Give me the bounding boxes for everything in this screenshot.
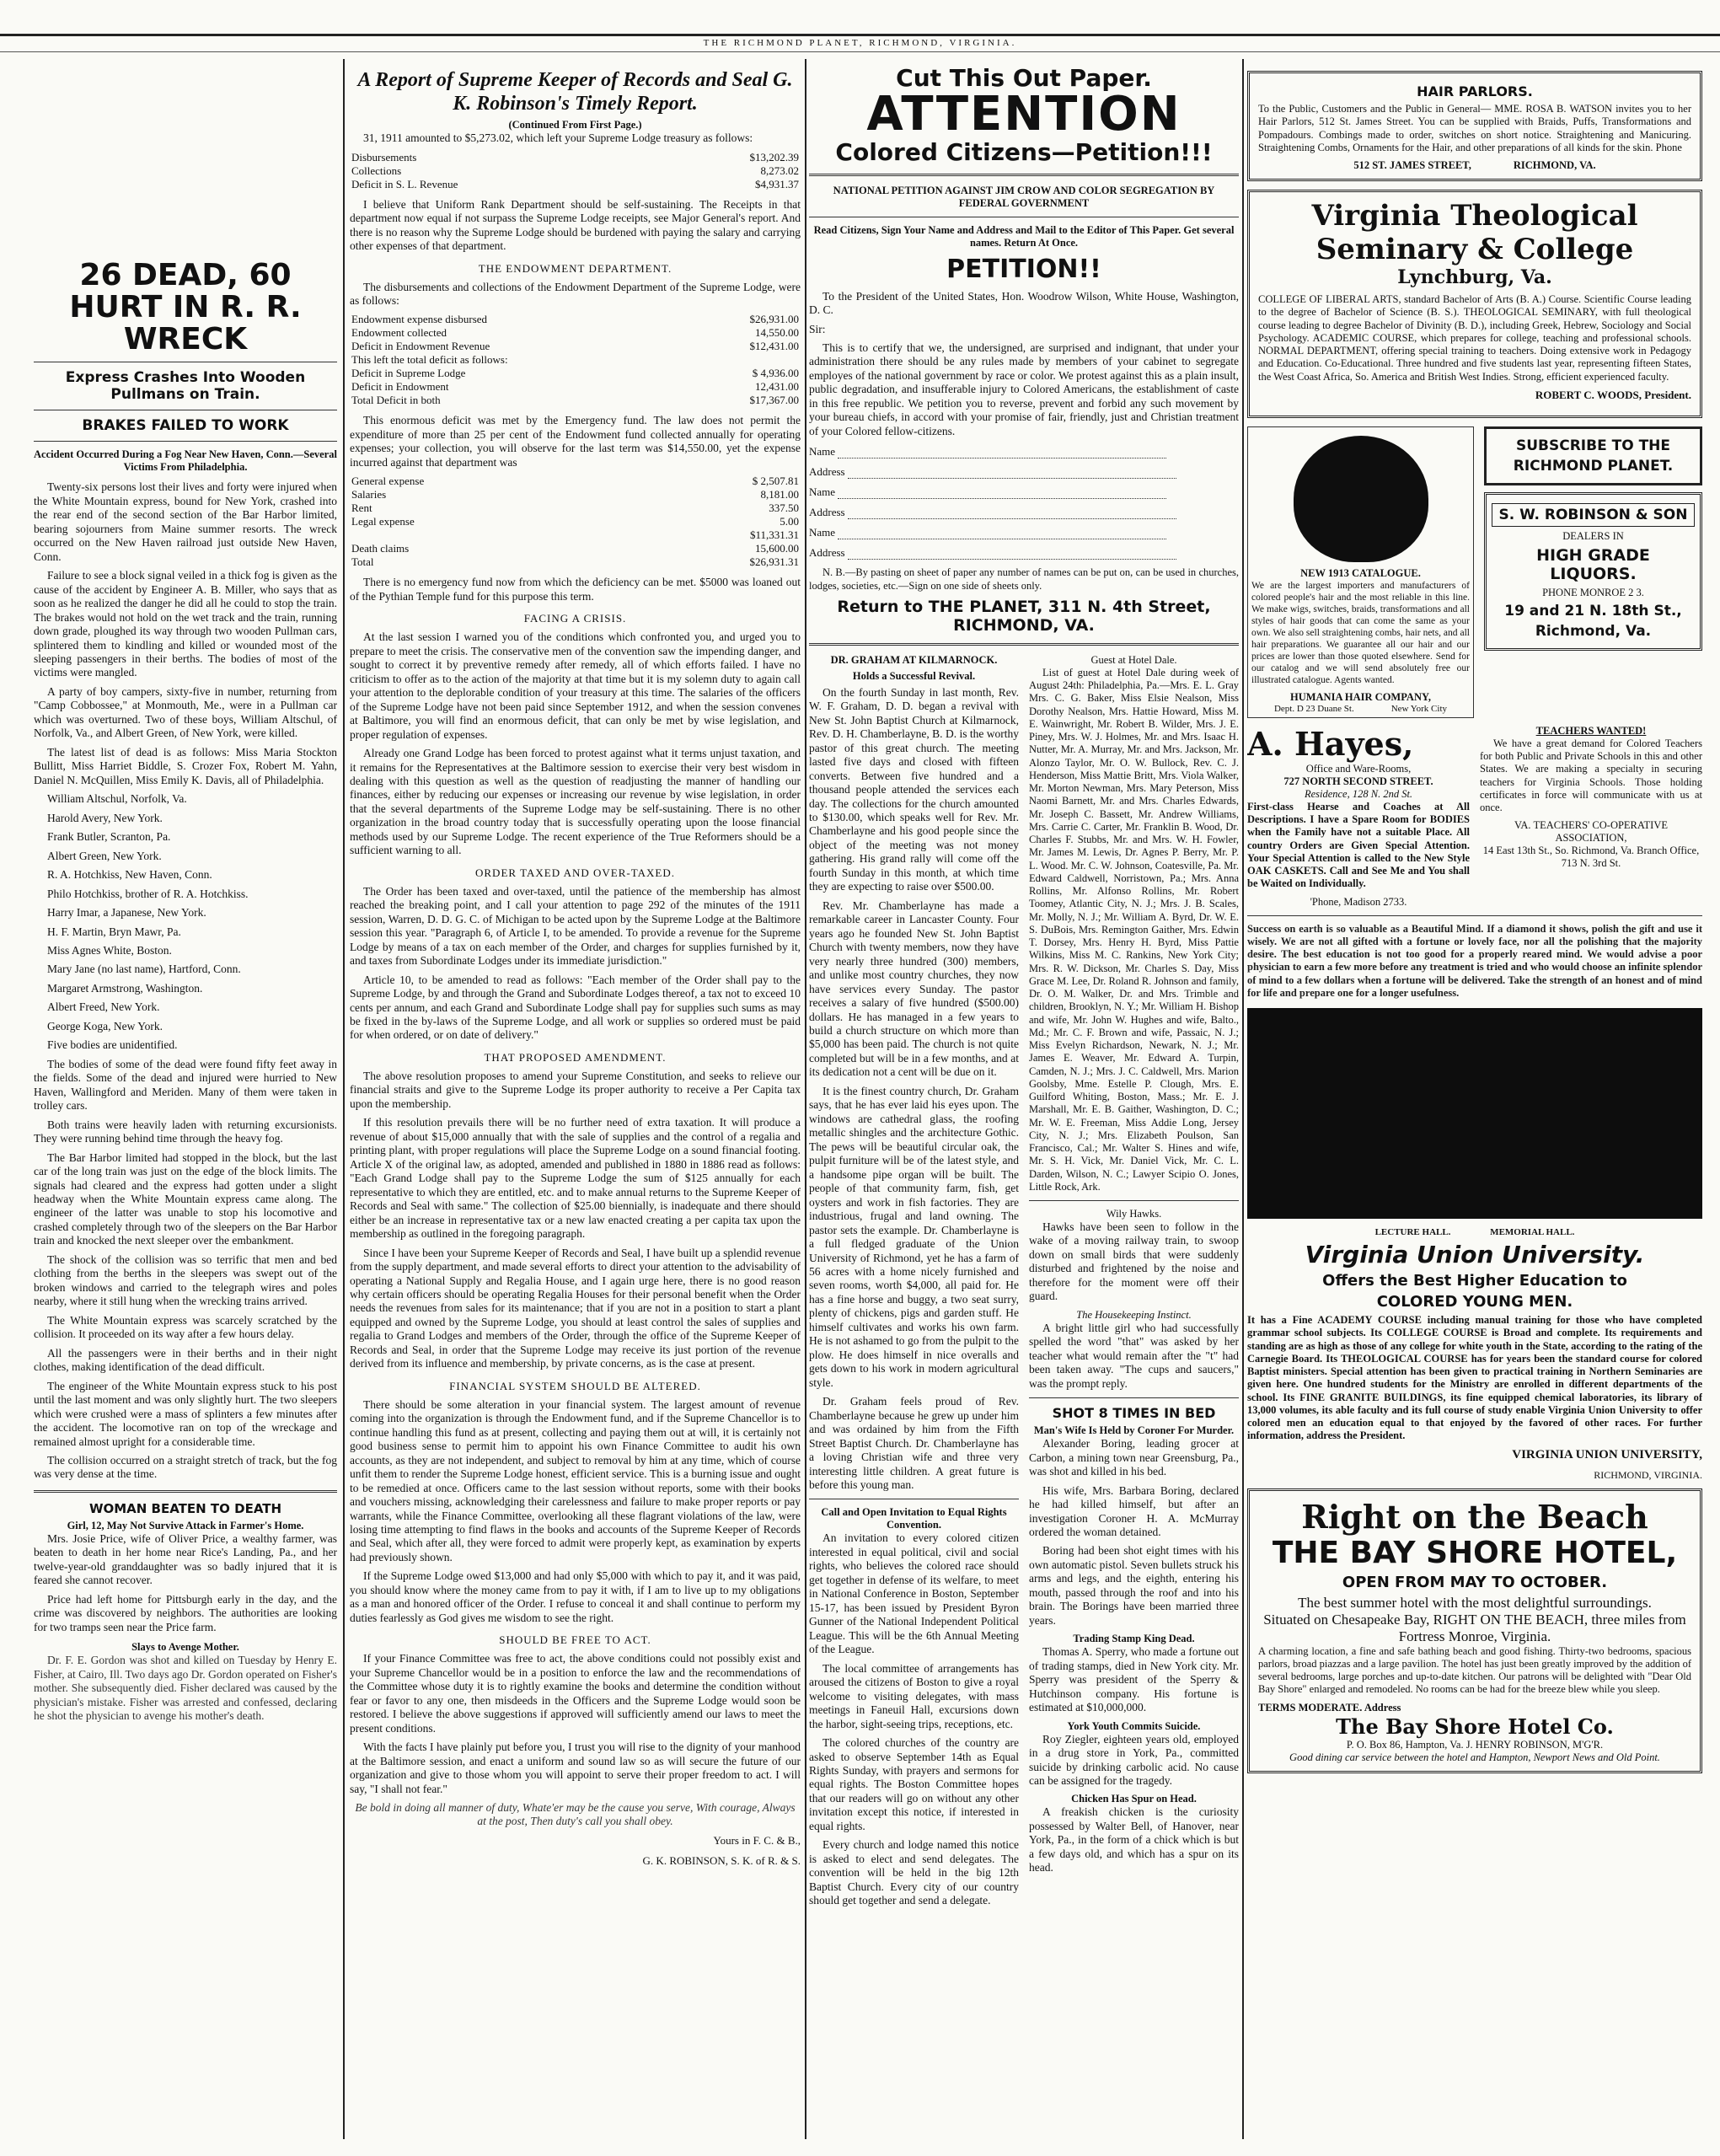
petition-banner: Colored Citizens—Petition!!! <box>835 138 1213 167</box>
paragraph: Failure to see a block signal veiled in a thick fog is given as the cause of the accident by Engineer A. B. Miller, who says that as soon as he realized the danger he did all he could to stop the train. The brakes would not hold on the wet track and the train, running down grade, ploughed its way through two wooden Pullman cars, splintered them to kindling and killed or wounded most of the sleeping passengers in their berths. The bodies of most of the victims were mangled. <box>34 569 337 679</box>
woman-headline: WOMAN BEATEN TO DEATH <box>88 1500 282 1516</box>
ledger-row <box>350 515 801 528</box>
chicken-article: A freakish chicken is the curiosity possessed by Walter Bell, of Hanover, near York, Pa., in the form of a chick which is but a few days old, and which has a spur on its head. <box>1029 1805 1239 1874</box>
woman-subhead: Girl, 12, May Not Survive Attack in Farmer's Home. <box>67 1519 304 1531</box>
seminary-president: ROBERT C. WOODS, President. <box>1535 388 1691 401</box>
paragraph: If this resolution prevails there will be no further need of extra taxation. It will produce a revenue of about $15,000 annually that with the sale of supplies and the control of a regalia and printing plant, with proper regulations will place the Supreme Lodge on a sound financial footing. Article X of the original law, as adopted, amended and published in 1880 in 1886 read as follows: "Each Grand Lodge shall pay to the Supreme Lodge the sum of $125 annually for each representative to which they are entitled, etc. and to make annual returns to the Supreme Keeper of Records and Seal with same." The collection of $25.00 biennially, is inadequate and there should either be an increase in representative tax or a new law enacted creating a per capita tax upon the membership as outlined in the foregoing paragraph. <box>350 1116 801 1241</box>
hotel-title: THE BAY SHORE HOTEL, <box>1272 1535 1678 1570</box>
petition-field-label: Address <box>809 465 848 479</box>
paragraph: Albert Freed, New York. <box>47 1000 160 1014</box>
closing-verse: Be bold in doing all manner of duty, Whate'er may be the cause you serve, With courage, Always at the post, Then duty's call you shall obey. <box>355 1800 796 1828</box>
ledger-amount: $17,367.00 <box>749 394 799 407</box>
ledger-row <box>350 178 801 191</box>
ledger-label: Disbursements <box>351 150 417 164</box>
petition-field-row <box>809 506 1239 519</box>
ledger-endowment <box>350 313 801 407</box>
col3-right <box>1029 654 1239 1913</box>
petition-field-row <box>809 445 1239 459</box>
seminary-title-2: Seminary & College <box>1315 233 1634 266</box>
ledger-row <box>350 353 801 367</box>
ledger-row <box>350 528 801 542</box>
section-heading: THE ENDOWMENT DEPARTMENT. <box>478 261 672 275</box>
hayes-phone: 'Phone, Madison 2733. <box>1310 895 1407 908</box>
paragraph: The engineer of the White Mountain express stuck to his post until the last moment and was only slightly hurt. The two sleepers which were crushed were a mass of splinters a few minutes after the accident. The locomotive ran on top of the wreckage and remained almost upright for a considerable time. <box>34 1379 337 1448</box>
seminary-ad <box>1247 190 1702 418</box>
hotel-line-1: The best summer hotel with the most delightful surroundings. <box>1298 1594 1652 1611</box>
petition-field-label: Name <box>809 445 839 459</box>
ledger-label: Total <box>351 555 374 569</box>
york-headline: York Youth Commits Suicide. <box>1067 1719 1201 1732</box>
report-para: The disbursements and collections of the Endowment Department of the Supreme Lodge, were as follows: <box>350 280 801 307</box>
section-heading: THAT PROPOSED AMENDMENT. <box>484 1050 667 1064</box>
paragraph: All the passengers were in their berths and in their night clothes, making identification of the dead difficult. <box>34 1346 337 1374</box>
graham-headline: DR. GRAHAM AT KILMARNOCK. <box>830 653 998 666</box>
paragraph: An invitation to every colored citizen interested in equal political, civil and social rights, who believes the colored race should get together in defense of its welfare, to meet in National Conference in Boston, September 15-17, has been issued by President Byron Gunner of the National Independent Political League. This will be the 6th Annual Meeting of the League. <box>809 1531 1019 1656</box>
paragraph: If the Supreme Lodge owed $13,000 and had only $5,000 with which to pay it, and it was paid, you should know where the money came from to pay it with, if I am to live up to my obligations as a man and honored officer of the Order. I refuse to conceal it and shall continue to perform my duties fearlessly as God gives me wisdom to see the right. <box>350 1569 801 1624</box>
ledger-label <box>350 528 616 542</box>
report-para: This enormous deficit was met by the Emergency fund. The law does not permit the expenditure of more than 25 per cent of the Endowment fund collected annually for operating expenses; your collection, you will observe for the last term was $14,550.00, yet the expense incurred against that department was <box>350 414 801 469</box>
wreck-summary: Accident Occurred During a Fog Near New Haven, Conn.—Several Victims From Philadelphia. <box>34 448 337 474</box>
ledger-amount: $11,331.31 <box>749 528 799 542</box>
robinson-dealers: DEALERS IN <box>1562 529 1624 542</box>
guest-headline: Guest at Hotel Dale. <box>1090 653 1177 666</box>
paragraph: Harry Imar, a Japanese, New York. <box>47 906 206 920</box>
humania-company: HUMANIA HAIR COMPANY, <box>1289 690 1431 703</box>
paragraph: Harold Avery, New York. <box>47 811 163 824</box>
column-rule <box>1242 59 1244 2139</box>
ledger-row <box>350 367 801 380</box>
robinson-ad <box>1484 492 1702 651</box>
paragraph: A party of boy campers, sixty-five in number, returning from "Camp Cobbossee," at Monmouth, Me., were in a Pullman car which was overturned. Two of these boys, William Altschul, of Norfolk, Va., and Albert Green, of New York, were killed. <box>34 684 337 740</box>
petition-return: Return to THE PLANET, 311 N. 4th Street, RICHMOND, VA. <box>837 597 1211 635</box>
vuu-text: It has a Fine ACADEMY COURSE including manual training for those who have completed grammar school subjects. Its COLLEGE COURSE is Broad and complete. Its requirements and standing are as high as those of any college for white youth in the State, according to the rating of the Carnegie Board. Its THEOLOGICAL COURSE has for years been the standard course for colored Baptist ministers. Special attention has been given to practical training in Northern Seminaries are given here. One hundred students for the Ministry are enrolled in different departments of the school. Its FINE GRANITE BUILDINGS, its fine equipped chemical laboratories, its library of 13,000 volumes, its able faculty and its full course of study enable Virginia Union University to offer colored men an education equal to that enjoyed by the favored of other races. For further information, address the President. <box>1247 1314 1702 1442</box>
ledger-label: Rent <box>351 501 372 515</box>
petition-field-label: Address <box>809 506 848 519</box>
paragraph: Mary Jane (no last name), Hartford, Conn. <box>47 963 241 976</box>
humania-catalog: NEW 1913 CATALOGUE. <box>1300 566 1421 579</box>
paragraph: Both trains were heavily laden with returning excursionists. They were running behind time through the heavy fog. <box>34 1118 337 1145</box>
paragraph: If your Finance Committee was free to act, the above conditions could not possibly exist and your Supreme Chancellor would be in a position to enforce the law and the recommendations of the Committee whose duty it is to rightly examine the books and determine the condition without fear or favor to any one, then misdeeds in the Officers and the Supreme Lodge would soon be restored. I believe the above suggestions if approved will sufficiently amend our laws to meet the present conditions. <box>350 1652 801 1735</box>
paragraph: The Bar Harbor limited had stopped in the block, but the last car of the long train was just on the edge of the block limits. The signals had cleared and the express had gotten under a slight headway when the White Mountain express came along. The engineer of the latter was unable to stop his locomotive and crashed completely through two of the sleepers on the Bar Harbor train and knocked the next sleeper over the embankment. <box>34 1150 337 1247</box>
section-heading: FACING A CRISIS. <box>523 612 627 625</box>
paragraph: The bodies of some of the dead were found fifty feet away in the fields. Some of the dead and injured were hurried to New Haven, Wallingford and Meriden. Many of them were taken in trolley cars. <box>34 1057 337 1113</box>
wreck-subhead: Express Crashes Into Wooden Pullmans on Train. <box>65 369 306 404</box>
paragraph: The local committee of arrangements has aroused the citizens of Boston to give a royal welcome to visiting delegates, with mass meetings in Faneuil Hall, excursions down the harbor, sight-seeing trips, receptions, etc. <box>809 1661 1019 1730</box>
petition-field-label: Name <box>809 485 839 499</box>
wreck-headline: 26 DEAD, 60 HURT IN R. R. WRECK <box>69 258 302 357</box>
petition-field-row <box>809 465 1239 479</box>
vuu-signature: VIRGINIA UNION UNIVERSITY, <box>1512 1447 1702 1461</box>
graham-subhead: Holds a Successful Revival. <box>852 669 976 682</box>
ledger-label: Legal expense <box>351 515 415 528</box>
photo-caption: LECTURE HALL. MEMORIAL HALL. <box>1374 1227 1575 1238</box>
teachers-ad <box>1480 725 1702 909</box>
petition-field-label: Name <box>809 526 839 539</box>
paragraph: Albert Green, New York. <box>47 849 162 862</box>
paragraph: Philo Hotchkiss, brother of R. A. Hotchkiss. <box>47 887 249 900</box>
ledger-row <box>350 380 801 394</box>
robinson-goods: HIGH GRADE LIQUORS. <box>1536 545 1650 583</box>
paragraph: Alexander Boring, leading grocer at Carbon, a mining town near Greensburg, Pa., was shot and killed in his bed. <box>1029 1437 1239 1478</box>
ledger-amount: 12,431.00 <box>755 380 799 394</box>
ledger-amount: $ 2,507.81 <box>752 475 799 488</box>
ledger-expenses <box>350 475 801 569</box>
paragraph: His wife, Mrs. Barbara Boring, declared he had killed himself, but after an investigation Coroner H. A. McMurray ordered the woman detained. <box>1029 1483 1239 1538</box>
paragraph: Five bodies are unidentified. <box>47 1038 178 1052</box>
report-intro: 31, 1911 amounted to $5,273.02, which left your Supreme Lodge treasury as follows: <box>363 131 753 145</box>
paragraph: George Koga, New York. <box>47 1019 163 1032</box>
ledger-label: Total Deficit in both <box>351 394 441 407</box>
masthead: THE RICHMOND PLANET, RICHMOND, VIRGINIA. <box>703 38 1017 48</box>
ledger-row <box>350 164 801 178</box>
ledger-row <box>350 340 801 353</box>
paragraph: Boring had been shot eight times with his own automatic pistol. Seven bullets struck his arms and legs, and the eighth, entering his mouth, passed through the roof and into his brain. The Borings have been married three years. <box>1029 1544 1239 1627</box>
house-headline: The Housekeeping Instinct. <box>1076 1308 1192 1321</box>
shot-headline: SHOT 8 TIMES IN BED <box>1052 1405 1216 1422</box>
paragraph: Every church and lodge named this notice is asked to elect and send delegates. The convention will be held in the big 12th Baptist Church. Every city of our country should get together and send a delegate. <box>809 1838 1019 1907</box>
campus-photo <box>1247 1008 1702 1219</box>
ledger-row <box>350 326 801 340</box>
ledger-row <box>350 542 801 555</box>
ledger-label: This left the total deficit as follows: <box>351 353 508 367</box>
teachers-heading: TEACHERS WANTED! <box>1535 724 1647 737</box>
paragraph: Twenty-six persons lost their lives and forty were injured when the White Mountain express, bound for New York, crashed into the rear end of the second section of the Bar Harbor limited, bearing sojourners from Maine summer resorts. The wreck occurred on the New Haven railroad just outside New Haven, Conn. <box>34 480 337 563</box>
hair-parlors-ad <box>1247 71 1702 181</box>
signature-name: G. K. ROBINSON, S. K. of R. & S. <box>642 1853 801 1867</box>
hotel-company: The Bay Shore Hotel Co. <box>1336 1714 1614 1739</box>
humania-ad <box>1247 426 1474 718</box>
robinson-name: S. W. ROBINSON & SON <box>1492 503 1695 527</box>
petition-field-label: Address <box>809 546 848 560</box>
hayes-residence: Residence, 128 N. 2nd St. <box>1304 787 1413 800</box>
hotel-open: OPEN FROM MAY TO OCTOBER. <box>1342 1573 1608 1591</box>
ad-split-2 <box>1247 725 1702 909</box>
paragraph: Price had left home for Pittsburgh early in the day, and the crime was discovered by neighbors. The authorities are looking for two tramps seen near the Price farm. <box>34 1592 337 1633</box>
paragraph: At the last session I warned you of the conditions which confronted you, and urged you to prepare to meet the crisis. The conservative men of the convention saw the impending danger, and sought to correct it by preventive remedy after remedy, all of which efforts failed. I have no criticism to offer as to the action of the majority at that time but it is my solemn duty to again call your attention to the deplorable condition of your treasury at this time. The salaries of the officers of the Supreme Lodge have not been paid since September 1912, and when the session convenes at Baltimore, you will find an enormous deficit, that can only be met by wise legislation, and proper regulation of expenses. <box>350 630 801 741</box>
hayes-address: 727 NORTH SECOND STREET. <box>1283 775 1433 787</box>
petition-field-row <box>809 485 1239 499</box>
ledger-row <box>350 488 801 501</box>
paragraph: R. A. Hotchkiss, New Haven, Conn. <box>47 868 212 882</box>
column-2 <box>350 66 801 2139</box>
convention-article <box>809 1531 1019 1907</box>
ledger-amount: $26,931.00 <box>749 313 799 326</box>
ledger-label: Deficit in Supreme Lodge <box>351 367 466 380</box>
ledger-label: Deficit in S. L. Revenue <box>351 177 458 190</box>
masthead-rule <box>0 34 1720 52</box>
col3-split <box>809 654 1239 1913</box>
column-rule <box>805 59 806 2139</box>
humania-address: Dept. D 23 Duane St. New York City <box>1273 703 1448 714</box>
robinson-city: Richmond, Va. <box>1535 622 1652 640</box>
ledger-row <box>350 501 801 515</box>
petition-field-line[interactable] <box>848 549 1176 560</box>
ledger-amount: $4,931.37 <box>755 177 799 190</box>
hotel-line-2: Situated on Chesapeake Bay, RIGHT ON THE BEACH, three miles from Fortress Monroe, Virginia. <box>1263 1611 1686 1644</box>
convention-headline: Call and Open Invitation to Equal Rights Convention. <box>821 1506 1007 1531</box>
column-3 <box>809 66 1239 2139</box>
guest-list: List of guest at Hotel Dale during week of August 24th: Philadelphia, Pa.—Mrs. E. L. Gray Mrs. C. G. Baker, Miss Elsie Nealson, Miss Dorothy Nealson, Mrs. Hattie Howard, Miss M. E. Wainwright, Mr. Robert B. Wilder, Mrs. J. E. Piney, Mrs. W. J. Holmes, Mr. and Mrs. Isaac H. Nutter, Mr. A. Murray, Mr. and Mrs. Jackson, Mr. Alonzo Taylor, Mr. O. W. Bullock, Rev. C. J. Henderson, Miss Mattie Britt, Mrs. Viola Walker, Mr. Morton Newman, Mrs. Mary Peterson, Miss Naomi Barnett, Mr. and Mrs. Charles Edwards, Mr. Joseph C. Bassett, Mr. Andrew Williams, Mrs. Carrie C. Carter, Mr. Franklin B. Wood, Dr. Charles F. Stubbs, Mr. and Mrs. W. H. Fowler, Mr. James M. Lewis, Dr. Agnes P. Berry, Mr. P. L. Wood. Mr. C. W. Johnson, Coatesville, Pa. Mr. Edward Caldwell, Norristown, Pa.; Mrs. Anna Rollins, Mr. Alfonso Rollins, Mr. Robert Toomey, Atlantic City, N. J.; Mrs. J. B. Scales, Mr. Molly, N. J.; Mr. William A. Byrd, Dr. W. E. S. DuBois, Mrs. Remington Gaither, Mrs. Edwin T. Dorsey, Mrs. Henry H. Byrd, Miss Pattie Wilkins, Miss M. C. Rankins, New York City; Mrs. R. W. Dickson, Mr. Charles S. Day, Miss Grace M. Lee, Dr. Roland R. Johnson and family, Dr. O. M. Walker, Dr. and Mrs. Trimble and children, Brooklyn, N. Y.; Mr. William H. Bishop and wife, Mr. John W. Hughes and wife, Balto., Md.; Mr. C. F. Brown and wife, Passaic, N. J.; Miss Evelyn Richardson, Newark, N. J.; Mr. James E. Weaver, Mr. Edward A. Turpin, Camden, N. J.; Mrs. J. C. Caldwell, Mrs. Marion Goolsby, Mme. Estelle P. Clough, Mrs. E. Guilford Whiting, Boston, Mass.; Mr. E. J. Marshall, Mr. E. B. Gaither, Washington, D. C.; Mr. W. E. Freeman, Miss Addie Long, Jersey City, N. J.; Mrs. Elizabeth Poulson, San Francisco, Cal.; Mr. Walter S. Hines and wife, Mr. S. H. Vick, Mr. Daniel Vick, Mr. C. L. Darden, Wilson, N. C.; Lawyer Scipio O. Jones, Little Rock, Ark. <box>1029 666 1239 1193</box>
right-ads <box>1484 426 1702 718</box>
hotel-text: A charming location, a fine and safe bathing beach and good fishing. Thirty-two bedrooms, spacious parlors, broad piazzas and a large pavilion. The hotel has just been greatly improved by the addition of several bedrooms, large porches and up-to-date kitchen. Our patrons will be delighted with "Dear Old Bay Shore" enlarged and remodeled. No rooms can be had for the breeze blew while you sleep. <box>1258 1644 1691 1696</box>
paragraph: Dr. Graham feels proud of Rev. Chamberlayne because he grew up under him and was ordained by him from the Fifth Street Baptist Church. Dr. Chamberlayne has a loving Christian wife and three very interesting little children. A great future is before this young man. <box>809 1395 1019 1492</box>
paragraph: There should be some alteration in your financial system. The largest amount of revenue coming into the organization is through the Endowment fund, and if the Supreme Chancellor is to continue handling this fund as at present, collecting and paying them out at will, it is certainly not good business sense to permit him to appoint his own Finance Committee to audit his own accounts, as they are not independent, and subject to removal by him at any time, which of course unfit them to render the Supreme Lodge honest, efficient service. This is a burning issue and ought to be remedied at once. Officers came to the last session without reports, some with their books and vouchers missing, acknowledging their carelessness and failure to make proper reports or pay warrants, while the Finance Committee, overlooking all these flagrant violations of the law, were losing time attempting to find flaws in the books and accounts of the Supreme Keeper of Records and Seal, which after all, they were forced to admit were properly kept, as examination by experts had previously shown. <box>350 1397 801 1563</box>
chicken-headline: Chicken Has Spur on Head. <box>1071 1793 1197 1805</box>
ledger-label: General expense <box>351 475 425 488</box>
paragraph: Already one Grand Lodge has been forced to protest against what it terms unjust taxation, and it remains for the Representatives at the Baltimore session to exercise their very best wisdom in dealing with this question as well as the question of readjusting the manner of handling our finances, either by reducing our expenses or increasing our revenue by wise legislation, in order that the several departments of the Supreme Lodge may be self-sustaining. There is no other organization in the broad country today that is successfully operating upon the loose financial methods used by our Supreme Lodge. The recent experience of the True Reformers should be a sufficient warning to all. <box>350 747 801 857</box>
hair-heading: HAIR PARLORS. <box>1417 83 1533 99</box>
paragraph: Since I have been your Supreme Keeper of Records and Seal, I have built up a splendid revenue from the supply department, and made several efforts to direct your attention to the advisability of operating a National Supply and Regalia House, and I again urge here, there is no good reason why certain officers should be operating Regalia Houses for their personal benefit when the Order needs the revenues from sales for its maintenance; that if you are not in a position to start a plant equipped and owned by the Supreme Lodge, you should at least control the sales of supplies and regalia to Grand Lodges and members of the Order, through the office of the Supreme Keeper of Records and Seal, in order that the Supreme Lodge may receive its just portion of the revenue derived from its influence and membership, by private concerns, as is the case at present. <box>350 1246 801 1370</box>
petition-instructions: Read Citizens, Sign Your Name and Address and Mail to the Editor of This Paper. Get several names. Return At Once. <box>813 223 1235 249</box>
report-para: There is no emergency fund now from which the deficiency can be met. $5000 was loaned out of the Pythian Temple fund for this purpose this term. <box>350 576 801 603</box>
ledger-row <box>350 555 801 569</box>
ledger-amount: 5.00 <box>780 515 799 528</box>
hotel-terms: TERMS MODERATE. Address <box>1258 1701 1401 1714</box>
column-4 <box>1247 66 1702 2139</box>
york-article: Roy Ziegler, eighteen years old, employed in a drug store in York, Pa., committed suicide by drinking carbolic acid. No cause can be assigned for the tragedy. <box>1029 1732 1239 1788</box>
ledger-label: Death claims <box>351 542 410 555</box>
stamp-article: Thomas A. Sperry, who made a fortune out of trading stamps, died in New York city. Mr. Sperry was president of the Sperry & Hutchinson company. His fortune is estimated at $10,000,000. <box>1029 1645 1239 1714</box>
petition-field-row <box>809 546 1239 560</box>
petition-subhead: NATIONAL PETITION AGAINST JIM CROW AND COLOR SEGREGATION BY FEDERAL GOVERNMENT <box>833 184 1215 209</box>
paragraph: The colored churches of the country are asked to observe September 14th as Equal Rights Sunday, with prayers and sermons for equal rights. The Boston Committee hopes that our readers will go on without any other invitation except this notice, if interested in equal rights. <box>809 1736 1019 1832</box>
avenge-headline: Slays to Avenge Mother. <box>131 1641 239 1654</box>
paragraph: The White Mountain express was scarcely scratched by the collision. It proceeded on its way after a few hours delay. <box>34 1313 337 1341</box>
section-heading: SHOULD BE FREE TO ACT. <box>499 1633 651 1647</box>
stamp-headline: Trading Stamp King Dead. <box>1073 1633 1195 1645</box>
wreck-subhead-2: BRAKES FAILED TO WORK <box>82 417 289 435</box>
signature-line: Yours in F. C. & B., <box>713 1833 801 1847</box>
paragraph: Article 10, to be amended to read as follows: "Each member of the Order shall pay to the Supreme Lodge, by and through the Grand and Subordinate Lodges thereof, a tax not to exceed 10 cents per annum, and each Grand and Subordinate Lodge shall pay for supplies such sums as may be fixed in the by-laws of the Supreme Lodge, and all work or supplies so ordered must be paid for when ordered, or on date of delivery." <box>350 973 801 1042</box>
petition-field-line[interactable] <box>848 468 1176 479</box>
teachers-text: We have a great demand for Colored Teachers for both Public and Private Schools in this and other States. We are making a specialty in securing teachers for Virginia Schools. Those holding certificates in force will communicate with us at once. <box>1480 737 1702 814</box>
cutout-heading: Cut This Out Paper. <box>896 66 1152 92</box>
ledger-label: Deficit in Endowment <box>351 380 449 394</box>
hayes-ad <box>1247 725 1470 909</box>
ad-split <box>1247 426 1702 718</box>
paragraph: It is the finest country church, Dr. Graham says, that he has ever laid his eyes upon. The windows are cathedral glass, the roofing metallic shingles and the architecture Gothic. The pews will be beautiful circular oak, the pulpit furniture will be of the latest style, and a handsome pipe organ will be built. The people of that community farm, fish, get oysters and work in fish factories. They are industrious, frugal and land owning. The pastor sets the example. Dr. Chamberlayne is a full fledged graduate of the Union University of Richmond, yet he has a farm of 56 acres with a home nicely furnished and seven rooms, worth $4,000, all paid for. He has a fine horse and buggy, a two seat surry, plenty of chickens, pigs and garden stuff. He himself cultivates and works his own farm. He is not ashamed to go from the pulpit to the plow. He does himself in nice overalls and gets down to his work in modern agricultural style. <box>809 1084 1019 1389</box>
ledger-amount: 8,273.02 <box>760 164 799 177</box>
petition-salutation: Sir: <box>809 322 826 335</box>
petition-fields <box>809 445 1239 560</box>
paragraph: The Order has been taxed and over-taxed, until the patience of the membership has almost reached the breaking point, and I call your attention to page 292 of the minutes of the 1911 session, Warren, D. D. G. C. of Michigan to be acted upon by the Supreme Lodge at the Baltimore session this year. "Paragraph 6, of Article I, to be amended. To provide a revenue for the Supreme Lodge by means of a tax on each member of the Order, and charges for supplies furnished by it, and taxes from Subordinate Lodges under its immediate jurisdiction." <box>350 884 801 968</box>
ledger-amount: $26,931.31 <box>749 555 799 569</box>
report-headline: A Report of Supreme Keeper of Records and Seal G. K. Robinson's Timely Report. <box>357 69 793 115</box>
paragraph: With the facts I have plainly put before you, I trust you will rise to the dignity of your manhood at the Baltimore session, and enact a uniform and sound law so as will secure the future of our organization and give to those whom you will appoint to serve their proper freedom to act. I will say, "I shall not fear." <box>350 1740 801 1795</box>
petition-field-line[interactable] <box>838 528 1166 539</box>
petition-note: N. B.—By pasting on sheet of paper any number of names can be put on, can be used in churches, lodges, societies, etc.—Sign on one side of sheets only. <box>809 566 1239 592</box>
paragraph: The above resolution proposes to amend your Supreme Constitution, and seeks to relieve our financial straits and give to the Supreme Lodge its proper authority to receive a Per Capita tax upon the membership. <box>350 1069 801 1110</box>
ledger-amount: 8,181.00 <box>760 488 799 501</box>
beach-title: Right on the Beach <box>1301 1497 1648 1536</box>
teachers-address: 14 East 13th St., So. Richmond, Va. Branch Office, 713 N. 3rd St. <box>1482 845 1700 870</box>
wily-headline: Wily Hawks. <box>1106 1208 1162 1220</box>
paragraph: Mrs. Josie Price, wife of Oliver Price, a wealthy farmer, was beaten to death in her home near Rice's Landing, Pa., and her twelve-year-old granddaughter was so badly injured that it is feared she cannot recover. <box>34 1531 337 1587</box>
paragraph: The shock of the collision was so terrific that men and bed clothing from the berths in the sleepers was swept out of the broken windows and carried to the telegraph wires and poles nearby, where it still hung when the wrecking trains arrived. <box>34 1252 337 1308</box>
petition-field-line[interactable] <box>838 488 1166 499</box>
ledger-amount: $ 4,936.00 <box>752 367 799 380</box>
vuu-subtitle-2: COLORED YOUNG MEN. <box>1376 1293 1573 1311</box>
ledger-row <box>350 151 801 164</box>
teachers-org: VA. TEACHERS' CO-OPERATIVE ASSOCIATION, <box>1514 819 1668 845</box>
ledger-amount: $12,431.00 <box>749 340 799 353</box>
notice-text: Success on earth is so valuable as a Beautiful Mind. If a diamond it shows, polish the gift and use it wisely. We are not all gifted with a fortune or lovely face, nor all the polishing that the majority desire. The best education is not too good for a properly reared mind. We would advise a poor physician to earn a few more before any treatment is tried and who would choose an infinite splendor of mind to a few dollars when a fortune will be delivered. Take the strength of an honest and of mind for life and prepare one for a longer usefulness. <box>1247 922 1702 999</box>
col3-left <box>809 654 1019 1913</box>
paragraph: The collision occurred on a straight stretch of track, but the fog was very dense at the time. <box>34 1453 337 1481</box>
house-article: A bright little girl who had successfully spelled the word "that" was asked by her teacher what would remain after the "t" had been taken away. "The cups and saucers," was the prompt reply. <box>1029 1321 1239 1390</box>
wreck-article <box>34 480 337 1482</box>
shot-subhead: Man's Wife Is Held by Coroner For Murder. <box>1033 1424 1235 1437</box>
column-rule <box>343 59 345 2139</box>
ledger-amount: $13,202.39 <box>749 150 799 164</box>
humania-text: We are the largest importers and manufacturers of colored people's hair and the most reliable in this line. We make wigs, switches, braids, transformations and all styles of hair goods that can come the same as your own. We also sell straightening combs, hair nets, and all hair preparations. We guarantee all our hair and our prices are lower than those quoted elsewhere. Send for our catalog and we will send absolutely free our illustrated catalogue. Agents wanted. <box>1251 580 1470 685</box>
ledger-revenue <box>350 151 801 191</box>
robinson-phone: PHONE MONROE 2 3. <box>1542 586 1644 598</box>
ledger-row <box>350 313 801 326</box>
petition-field-line[interactable] <box>848 508 1176 519</box>
avenge-article: Dr. F. E. Gordon was shot and killed on Tuesday by Henry E. Fisher, at Cairo, Ill. Two days ago Dr. Gordon operated on Fisher's mother. She subsequently died. Fisher declared was caused by the physician's mistake. Fisher was arrested and confessed, declaring he shot the physician to avenge his mother's death. <box>34 1654 337 1723</box>
hotel-address: P. O. Box 86, Hampton, Va. J. HENRY ROBINSON, M'G'R. <box>1346 1738 1604 1751</box>
paragraph: Rev. Mr. Chamberlayne has made a remarkable career in Lancaster County. Four years ago he founded New St. John Baptist Church with twenty members, now they have very nearly three hundred (300) members, and unlike most country churches, they now have services every Sunday. The pastor receives a salary of five hundred ($500.00) dollars. He has managed in a few years to build a church structure on which more than $5,000 has been paid. The church is not quite completed but will be in a few months, and at its dedication not a cent will be due on it. <box>809 898 1019 1079</box>
shot-article <box>1029 1437 1239 1628</box>
ledger-amount <box>689 353 801 367</box>
paragraph: H. F. Martin, Bryn Mawr, Pa. <box>47 925 181 938</box>
petition-field-row <box>809 526 1239 539</box>
report-para: I believe that Uniform Rank Department should be self-sustaining. The Receipts in that department now equal if not surpass the Supreme Lodge receipts, see Major General's report. And there is no reason why the Supreme Lodge should be burdened with paying the salary and carrying other expenses of that department. <box>350 197 801 253</box>
section-heading: ORDER TAXED AND OVER-TAXED. <box>475 866 675 879</box>
wily-article: Hawks have been seen to follow in the wake of a moving railway train, to swoop down on small birds that were suddenly disturbed and frightened by the noise and therefore for the moment were off their guard. <box>1029 1220 1239 1303</box>
ledger-amount: 337.50 <box>769 501 799 515</box>
hotel-footer: Good dining car service between the hotel and Hampton, Newport News and Old Point. <box>1289 1751 1660 1763</box>
ledger-label: Salaries <box>351 488 387 501</box>
attention-heading: ATTENTION <box>866 87 1181 142</box>
hair-address: 512 ST. JAMES STREET, RICHMOND, VA. <box>1353 159 1596 171</box>
petition-addressee: To the President of the United States, Hon. Woodrow Wilson, White House, Washington, D. C. <box>809 289 1239 317</box>
seminary-title: Virginia Theological <box>1311 199 1638 233</box>
seminary-text: COLLEGE OF LIBERAL ARTS, standard Bachelor of Arts (B. A.) Course. Scientific Course leading to the degree of Bachelor of Science (B. S.). THEOLOGICAL SEMINARY, with full theological course leading to degree Bachelor of Divinity (B. D.), including Greek, Hebrew, Sociology and Social Psychology. ACADEMIC COURSE, which prepares for college, teaching and professional schools. NORMAL DEPARTMENT, offering special training to teachers. Doing extensive work in Pedagogy and Education. Co-Educational. Three hundred and five students last year, representing fifteen States, the West Coast Africa, So. America and British West Indies. Strong, efficient experienced faculty. <box>1258 293 1691 383</box>
ledger-label: Collections <box>351 164 402 177</box>
robinson-address: 19 and 21 N. 18th St., <box>1504 602 1682 619</box>
hayes-office: Office and Ware-Rooms, <box>1305 762 1412 775</box>
ledger-row <box>350 394 801 407</box>
paragraph: Miss Agnes White, Boston. <box>47 943 172 957</box>
ledger-label: Deficit in Endowment Revenue <box>351 340 490 353</box>
vuu-signature-2: RICHMOND, VIRGINIA. <box>1594 1468 1702 1481</box>
woman-article <box>34 1532 337 1634</box>
hair-text: To the Public, Customers and the Public in General— MME. ROSA B. WATSON invites you to her Hair Parlors, 512 St. James Street. You can be supplied with Braids, Puffs, Transformations and Pompadours. Combings made to order, switches on short notice. Straightening and Manicuring. Straightening Combs, Ornaments for the Hair, and other preparations of all kinds for the skin. Phone <box>1258 103 1691 153</box>
paragraph: William Altschul, Norfolk, Va. <box>47 792 187 806</box>
graham-article <box>809 686 1019 1493</box>
subscribe-line-1: SUBSCRIBE TO THE <box>1515 437 1671 454</box>
petition-title: PETITION!! <box>946 255 1101 285</box>
ledger-label: Endowment collected <box>351 326 447 340</box>
ledger-row <box>350 475 801 488</box>
paragraph: Frank Butler, Scranton, Pa. <box>47 830 171 844</box>
subscribe-line-2: RICHMOND PLANET. <box>1513 457 1674 475</box>
ledger-amount: 15,600.00 <box>755 542 799 555</box>
paragraph: Margaret Armstrong, Washington. <box>47 981 203 995</box>
hayes-name: A. Hayes, <box>1247 724 1414 763</box>
seminary-city: Lynchburg, Va. <box>1397 266 1552 288</box>
ledger-amount: 14,550.00 <box>755 326 799 340</box>
masthead-blank <box>34 66 337 260</box>
paragraph: On the fourth Sunday in last month, Rev. W. F. Graham, D. D. began a revival with New St. John Baptist Church at Kilmarnock, Rev. D. H. Chamberlayne, B. D. is the worthy pastor of this great church. The meeting lasted five days and closed with fifteen converts. Between five hundred and a thousand people attended the services each day. The collections for the church amounted to $130.00, which speaks well for Rev. Mr. Chamberlayne and his good people since the object of the meeting was not money gathering. His grand rally will come off the fourth Sunday in this month, at which time they are expecting to raise over $500.00. <box>809 685 1019 893</box>
bay-shore-ad <box>1247 1488 1702 1773</box>
hayes-text: First-class Hearse and Coaches at All Descriptions. I have a Spare Room for BODIES when the Family have not a suitable Place. All country Orders are Given Special Attention. Your Special Attention is called to the New Style OAK CASKETS. Call and See Me and You shall be Waited on Individually. <box>1247 800 1470 890</box>
section-heading: FINANCIAL SYSTEM SHOULD BE ALTERED. <box>449 1379 701 1392</box>
petition-body: This is to certify that we, the undersigned, are surprised and indignant, that under your administration there should be any rules made by members of your cabinet to segregate employes of the national government by race or color. We protest against this as a plain insult, public degradation, and insufferable injury to Colored Americans, the establishment of caste in this free republic. We petition you to reverse, prevent and forbid any such movement by your bureau chiefs, in accord with your promise of fair, friendly, just and Christian treatment of your Colored fellow-citizens. <box>809 341 1239 437</box>
subscribe-box <box>1484 426 1702 485</box>
column-1 <box>34 66 337 2139</box>
portrait-silhouette <box>1294 436 1428 562</box>
ledger-label: Endowment expense disbursed <box>351 313 488 326</box>
vuu-title: Virginia Union University. <box>1305 1241 1645 1269</box>
vuu-subtitle: Offers the Best Higher Education to <box>1322 1272 1627 1290</box>
continued-note: (Continued From First Page.) <box>508 119 642 131</box>
petition-field-line[interactable] <box>838 448 1166 459</box>
paragraph: The latest list of dead is as follows: Miss Maria Stockton Bullitt, Miss Harriet Biddle, S. Crozer Fox, Robert M. Yahn, Daniel N. McQuillen, Miss Emily K. Davis, all of Philadelphia. <box>34 745 337 786</box>
